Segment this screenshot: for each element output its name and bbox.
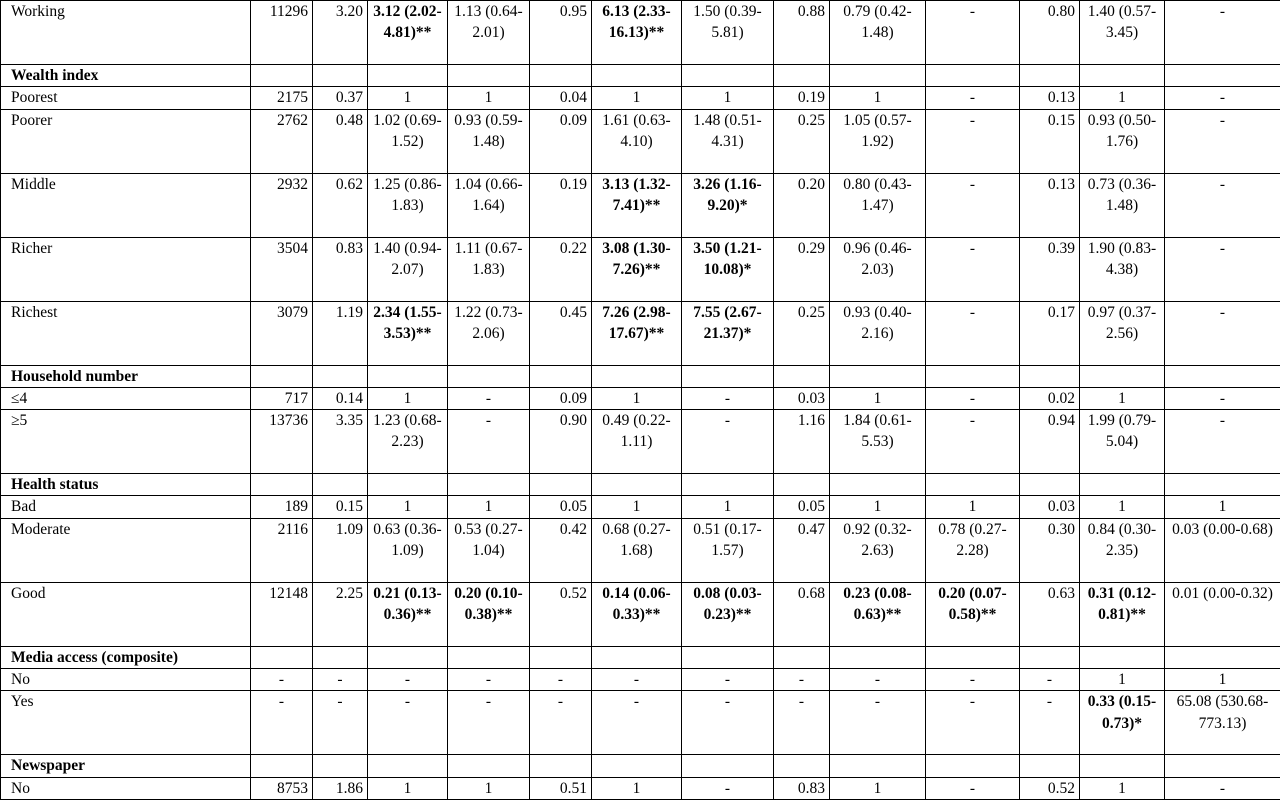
row-label: ≤4 [1, 387, 251, 409]
value-cell: - [682, 691, 774, 755]
table-row [1, 387, 1280, 409]
value-cell: 0.09 [530, 387, 592, 409]
value-cell: 0.39 [1020, 237, 1080, 301]
empty-cell [1165, 474, 1280, 496]
value-cell: 1.84 (0.61-5.53) [830, 410, 926, 474]
value-cell: 0.15 [1020, 109, 1080, 173]
value-cell: 1 [592, 87, 682, 109]
count-cell: 2932 [251, 173, 313, 237]
value-cell: - [448, 691, 530, 755]
value-cell: - [448, 669, 530, 691]
empty-cell [448, 65, 530, 87]
section-header-row [1, 474, 1280, 496]
value-cell: 0.42 [530, 518, 592, 582]
empty-cell [251, 646, 313, 668]
empty-cell [251, 365, 313, 387]
value-cell: 1.99 (0.79-5.04) [1080, 410, 1165, 474]
value-cell: 0.08 (0.03-0.23)** [682, 582, 774, 646]
section-header-row [1, 755, 1280, 777]
value-cell: 6.13 (2.33-16.13)** [592, 1, 682, 65]
percent-cell: 0.83 [313, 237, 368, 301]
empty-cell [251, 755, 313, 777]
value-cell: - [592, 669, 682, 691]
empty-cell [448, 755, 530, 777]
value-cell: 1 [448, 496, 530, 518]
empty-cell [1020, 474, 1080, 496]
row-label: Poorer [1, 109, 251, 173]
value-cell: 7.26 (2.98-17.67)** [592, 301, 682, 365]
value-cell: 0.09 [530, 109, 592, 173]
value-cell: 1 [926, 496, 1020, 518]
value-cell: 1 [448, 777, 530, 799]
empty-cell [592, 646, 682, 668]
empty-cell [368, 474, 448, 496]
row-label: Richest [1, 301, 251, 365]
empty-cell [313, 646, 368, 668]
value-cell: 1.22 (0.73-2.06) [448, 301, 530, 365]
percent-cell: 0.37 [313, 87, 368, 109]
empty-cell [682, 755, 774, 777]
value-cell: - [530, 669, 592, 691]
value-cell: 2.34 (1.55-3.53)** [368, 301, 448, 365]
value-cell: 1.02 (0.69-1.52) [368, 109, 448, 173]
value-cell: - [682, 410, 774, 474]
empty-cell [313, 474, 368, 496]
table-row [1, 1, 1280, 65]
section-label: Health status [1, 474, 251, 496]
empty-cell [592, 474, 682, 496]
value-cell: 0.80 (0.43-1.47) [830, 173, 926, 237]
value-cell: - [926, 301, 1020, 365]
value-cell: 0.88 [774, 1, 830, 65]
empty-cell [368, 65, 448, 87]
value-cell: 1.61 (0.63-4.10) [592, 109, 682, 173]
value-cell: - [926, 669, 1020, 691]
empty-cell [774, 646, 830, 668]
value-cell: 0.21 (0.13-0.36)** [368, 582, 448, 646]
percent-cell: 1.86 [313, 777, 368, 799]
count-cell: 11296 [251, 1, 313, 65]
value-cell: 1 [592, 387, 682, 409]
empty-cell [926, 365, 1020, 387]
value-cell: 1.04 (0.66-1.64) [448, 173, 530, 237]
value-cell: 1.48 (0.51-4.31) [682, 109, 774, 173]
table-row [1, 518, 1280, 582]
value-cell: - [926, 777, 1020, 799]
count-cell: 717 [251, 387, 313, 409]
value-cell: 0.03 [774, 387, 830, 409]
section-label: Newspaper [1, 755, 251, 777]
empty-cell [682, 365, 774, 387]
value-cell: - [926, 1, 1020, 65]
table-row [1, 496, 1280, 518]
table-body [1, 1, 1280, 800]
percent-cell: 3.20 [313, 1, 368, 65]
value-cell: 3.13 (1.32-7.41)** [592, 173, 682, 237]
value-cell: - [448, 387, 530, 409]
value-cell: 1.90 (0.83-4.38) [1080, 237, 1165, 301]
table-row [1, 301, 1280, 365]
value-cell: 1 [1080, 777, 1165, 799]
value-cell: 0.19 [530, 173, 592, 237]
value-cell: - [1165, 173, 1280, 237]
section-header-row [1, 646, 1280, 668]
row-label: No [1, 669, 251, 691]
empty-cell [1165, 646, 1280, 668]
percent-cell: 0.62 [313, 173, 368, 237]
value-cell: 1 [830, 387, 926, 409]
empty-cell [448, 474, 530, 496]
empty-cell [1165, 65, 1280, 87]
empty-cell [251, 474, 313, 496]
value-cell: 0.93 (0.40-2.16) [830, 301, 926, 365]
value-cell: - [774, 669, 830, 691]
value-cell: 0.25 [774, 109, 830, 173]
value-cell: 0.68 (0.27-1.68) [592, 518, 682, 582]
value-cell: 3.26 (1.16-9.20)* [682, 173, 774, 237]
value-cell: 1 [1165, 496, 1280, 518]
value-cell: 0.53 (0.27-1.04) [448, 518, 530, 582]
row-label: Bad [1, 496, 251, 518]
empty-cell [530, 474, 592, 496]
value-cell: 0.83 [774, 777, 830, 799]
row-label: Moderate [1, 518, 251, 582]
value-cell: - [368, 669, 448, 691]
value-cell: 3.12 (2.02-4.81)** [368, 1, 448, 65]
percent-cell: 1.19 [313, 301, 368, 365]
percent-cell: 1.09 [313, 518, 368, 582]
value-cell: 3.08 (1.30-7.26)** [592, 237, 682, 301]
value-cell: 0.95 [530, 1, 592, 65]
value-cell: 65.08 (530.68-773.13) [1165, 691, 1280, 755]
empty-cell [1080, 474, 1165, 496]
percent-cell: 3.35 [313, 410, 368, 474]
empty-cell [592, 365, 682, 387]
count-cell: 2762 [251, 109, 313, 173]
row-label: No [1, 777, 251, 799]
count-cell: 2175 [251, 87, 313, 109]
value-cell: 1 [830, 777, 926, 799]
value-cell: 1 [368, 87, 448, 109]
empty-cell [1020, 365, 1080, 387]
value-cell: 0.03 (0.00-0.68) [1165, 518, 1280, 582]
percent-cell: 0.15 [313, 496, 368, 518]
value-cell: - [1020, 669, 1080, 691]
value-cell: 0.49 (0.22-1.11) [592, 410, 682, 474]
table-row [1, 87, 1280, 109]
empty-cell [830, 755, 926, 777]
empty-cell [830, 474, 926, 496]
value-cell: 1 [1080, 669, 1165, 691]
value-cell: 0.02 [1020, 387, 1080, 409]
value-cell: 1.05 (0.57-1.92) [830, 109, 926, 173]
value-cell: 1 [448, 87, 530, 109]
table-row [1, 109, 1280, 173]
row-label: Richer [1, 237, 251, 301]
empty-cell [926, 65, 1020, 87]
value-cell: 7.55 (2.67-21.37)* [682, 301, 774, 365]
value-cell: - [926, 87, 1020, 109]
empty-cell [368, 755, 448, 777]
empty-cell [1080, 365, 1165, 387]
empty-cell [774, 65, 830, 87]
row-label: Good [1, 582, 251, 646]
value-cell: 0.79 (0.42-1.48) [830, 1, 926, 65]
value-cell: 1 [1080, 87, 1165, 109]
value-cell: 0.22 [530, 237, 592, 301]
value-cell: 0.33 (0.15-0.73)* [1080, 691, 1165, 755]
empty-cell [251, 65, 313, 87]
count-cell: 2116 [251, 518, 313, 582]
empty-cell [530, 65, 592, 87]
value-cell: 0.47 [774, 518, 830, 582]
value-cell: 0.73 (0.36-1.48) [1080, 173, 1165, 237]
value-cell: - [774, 691, 830, 755]
section-label: Media access (composite) [1, 646, 251, 668]
value-cell: 0.17 [1020, 301, 1080, 365]
table-row [1, 582, 1280, 646]
value-cell: - [592, 691, 682, 755]
empty-cell [830, 65, 926, 87]
value-cell: 0.93 (0.59-1.48) [448, 109, 530, 173]
value-cell: - [926, 410, 1020, 474]
value-cell: 0.03 [1020, 496, 1080, 518]
value-cell: - [1165, 109, 1280, 173]
value-cell: 0.05 [774, 496, 830, 518]
value-cell: 1 [830, 87, 926, 109]
count-cell: - [251, 691, 313, 755]
value-cell: 0.52 [1020, 777, 1080, 799]
row-label: Working [1, 1, 251, 65]
empty-cell [926, 646, 1020, 668]
value-cell: 1 [830, 496, 926, 518]
value-cell: 0.63 [1020, 582, 1080, 646]
value-cell: 0.19 [774, 87, 830, 109]
value-cell: 1 [1080, 496, 1165, 518]
value-cell: 0.20 [774, 173, 830, 237]
value-cell: 1.25 (0.86-1.83) [368, 173, 448, 237]
value-cell: 0.13 [1020, 173, 1080, 237]
value-cell: 0.80 [1020, 1, 1080, 65]
value-cell: 0.20 (0.10-0.38)** [448, 582, 530, 646]
empty-cell [313, 365, 368, 387]
empty-cell [682, 474, 774, 496]
count-cell: 3079 [251, 301, 313, 365]
value-cell: - [926, 109, 1020, 173]
table-row [1, 777, 1280, 799]
empty-cell [774, 365, 830, 387]
value-cell: 0.92 (0.32-2.63) [830, 518, 926, 582]
value-cell: - [1165, 777, 1280, 799]
value-cell: 1.16 [774, 410, 830, 474]
empty-cell [926, 755, 1020, 777]
count-cell: - [251, 669, 313, 691]
empty-cell [313, 65, 368, 87]
value-cell: 0.13 [1020, 87, 1080, 109]
value-cell: - [926, 387, 1020, 409]
value-cell: 1 [682, 496, 774, 518]
value-cell: 0.96 (0.46-2.03) [830, 237, 926, 301]
value-cell: 0.51 (0.17-1.57) [682, 518, 774, 582]
value-cell: 1.13 (0.64-2.01) [448, 1, 530, 65]
value-cell: 1 [368, 387, 448, 409]
value-cell: 0.01 (0.00-0.32) [1165, 582, 1280, 646]
value-cell: 1 [1165, 669, 1280, 691]
value-cell: 1 [682, 87, 774, 109]
count-cell: 13736 [251, 410, 313, 474]
value-cell: 1 [592, 496, 682, 518]
value-cell: - [448, 410, 530, 474]
empty-cell [592, 65, 682, 87]
value-cell: - [530, 691, 592, 755]
value-cell: - [368, 691, 448, 755]
empty-cell [1020, 65, 1080, 87]
count-cell: 12148 [251, 582, 313, 646]
value-cell: - [1165, 301, 1280, 365]
value-cell: - [1165, 410, 1280, 474]
row-label: Middle [1, 173, 251, 237]
value-cell: 0.45 [530, 301, 592, 365]
value-cell: 0.31 (0.12-0.81)** [1080, 582, 1165, 646]
value-cell: 1.40 (0.94-2.07) [368, 237, 448, 301]
value-cell: - [926, 237, 1020, 301]
value-cell: 0.63 (0.36-1.09) [368, 518, 448, 582]
value-cell: 1.40 (0.57-3.45) [1080, 1, 1165, 65]
empty-cell [1080, 755, 1165, 777]
percent-cell: - [313, 669, 368, 691]
value-cell: 0.14 (0.06-0.33)** [592, 582, 682, 646]
empty-cell [926, 474, 1020, 496]
empty-cell [1165, 365, 1280, 387]
empty-cell [448, 365, 530, 387]
value-cell: - [1165, 1, 1280, 65]
empty-cell [1020, 646, 1080, 668]
empty-cell [682, 65, 774, 87]
value-cell: 0.93 (0.50-1.76) [1080, 109, 1165, 173]
value-cell: 3.50 (1.21-10.08)* [682, 237, 774, 301]
section-header-row [1, 65, 1280, 87]
count-cell: 8753 [251, 777, 313, 799]
value-cell: 0.04 [530, 87, 592, 109]
value-cell: - [926, 173, 1020, 237]
value-cell: 1.11 (0.67-1.83) [448, 237, 530, 301]
empty-cell [774, 474, 830, 496]
row-label: Yes [1, 691, 251, 755]
section-label: Wealth index [1, 65, 251, 87]
value-cell: - [1165, 87, 1280, 109]
empty-cell [1165, 755, 1280, 777]
value-cell: 0.29 [774, 237, 830, 301]
empty-cell [830, 646, 926, 668]
value-cell: - [682, 777, 774, 799]
value-cell: - [682, 387, 774, 409]
value-cell: 0.90 [530, 410, 592, 474]
percent-cell: 0.48 [313, 109, 368, 173]
section-header-row [1, 365, 1280, 387]
percent-cell: - [313, 691, 368, 755]
value-cell: - [830, 669, 926, 691]
row-label: ≥5 [1, 410, 251, 474]
table-row [1, 691, 1280, 755]
value-cell: - [1165, 237, 1280, 301]
value-cell: 1 [368, 496, 448, 518]
value-cell: - [926, 691, 1020, 755]
value-cell: - [1020, 691, 1080, 755]
value-cell: 0.30 [1020, 518, 1080, 582]
empty-cell [682, 646, 774, 668]
section-label: Household number [1, 365, 251, 387]
count-cell: 3504 [251, 237, 313, 301]
empty-cell [448, 646, 530, 668]
table-row [1, 237, 1280, 301]
value-cell: 0.84 (0.30-2.35) [1080, 518, 1165, 582]
table-row [1, 410, 1280, 474]
empty-cell [313, 755, 368, 777]
table-row [1, 669, 1280, 691]
percent-cell: 2.25 [313, 582, 368, 646]
table-row [1, 173, 1280, 237]
value-cell: 1 [592, 777, 682, 799]
value-cell: 0.51 [530, 777, 592, 799]
value-cell: 0.25 [774, 301, 830, 365]
value-cell: 0.97 (0.37-2.56) [1080, 301, 1165, 365]
value-cell: 1.50 (0.39-5.81) [682, 1, 774, 65]
row-label: Poorest [1, 87, 251, 109]
empty-cell [1080, 65, 1165, 87]
value-cell: 1.23 (0.68-2.23) [368, 410, 448, 474]
value-cell: - [830, 691, 926, 755]
value-cell: - [682, 669, 774, 691]
percent-cell: 0.14 [313, 387, 368, 409]
value-cell: 0.20 (0.07-0.58)** [926, 582, 1020, 646]
empty-cell [368, 365, 448, 387]
value-cell: 0.23 (0.08-0.63)** [830, 582, 926, 646]
value-cell: 0.68 [774, 582, 830, 646]
count-cell: 189 [251, 496, 313, 518]
value-cell: 0.05 [530, 496, 592, 518]
value-cell: - [1165, 387, 1280, 409]
empty-cell [774, 755, 830, 777]
value-cell: 0.52 [530, 582, 592, 646]
empty-cell [592, 755, 682, 777]
value-cell: 1 [368, 777, 448, 799]
empty-cell [1020, 755, 1080, 777]
value-cell: 0.78 (0.27-2.28) [926, 518, 1020, 582]
empty-cell [368, 646, 448, 668]
empty-cell [530, 646, 592, 668]
empty-cell [530, 365, 592, 387]
value-cell: 0.94 [1020, 410, 1080, 474]
empty-cell [830, 365, 926, 387]
value-cell: 1 [1080, 387, 1165, 409]
empty-cell [530, 755, 592, 777]
empty-cell [1080, 646, 1165, 668]
